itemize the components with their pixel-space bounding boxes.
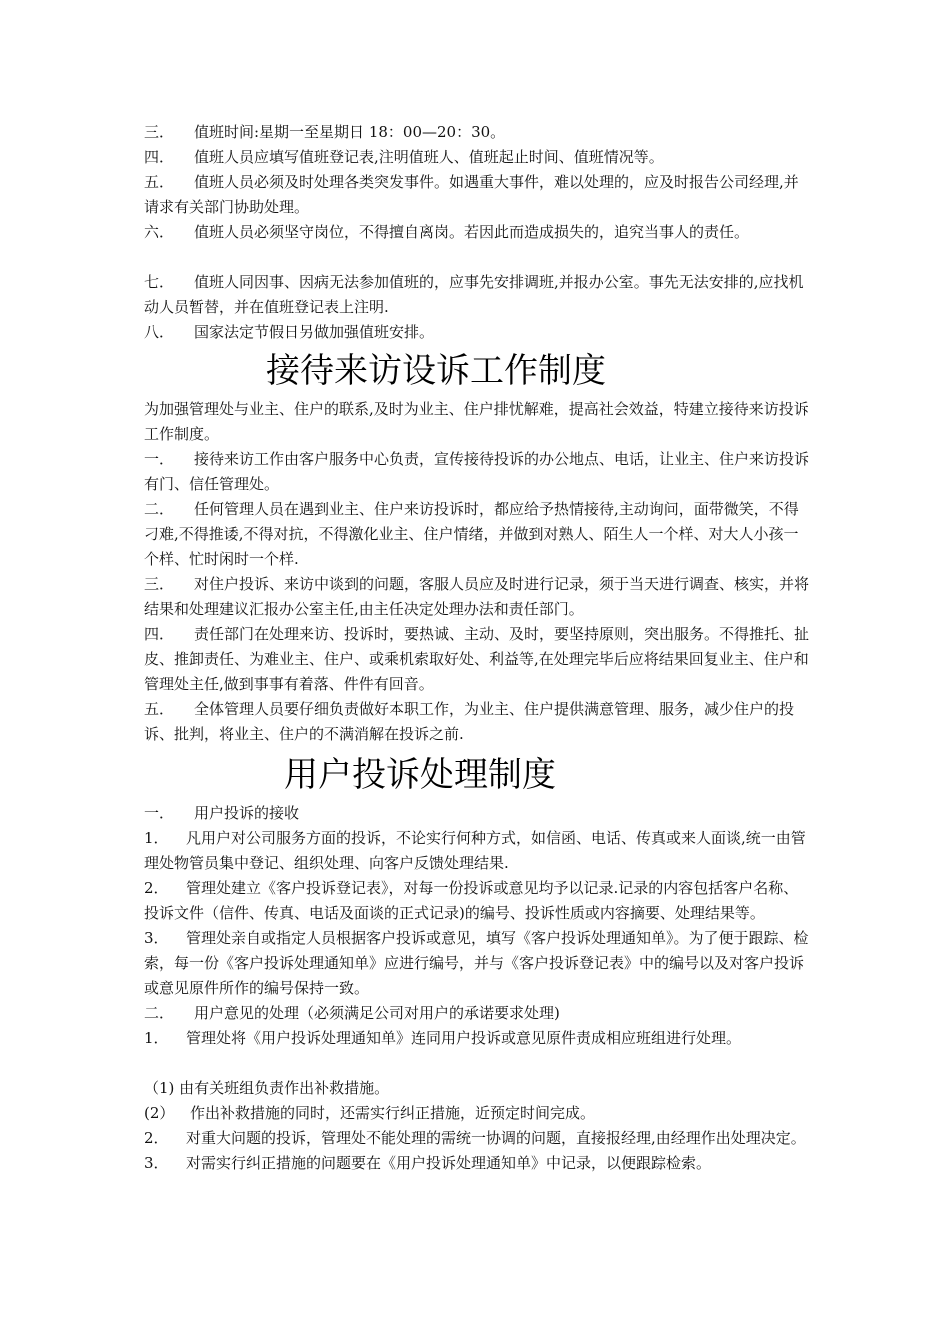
complaint-item (144, 1026, 812, 1051)
item-number: 四． (144, 625, 175, 643)
duty-item (144, 145, 812, 170)
item-number: 一． (144, 450, 175, 468)
item-text: 值班时间:星期一至星期日 18：00—20：30。 (194, 123, 506, 141)
item-text: 值班人员必须及时处理各类突发事件。如遇重大事件，难以处理的，应及时报告公司经理,并请求有关部门协助处理。 (144, 173, 799, 216)
item-number: 一． (144, 804, 175, 822)
complaint-item (144, 826, 812, 876)
item-number: 六． (144, 223, 175, 241)
item-text: 国家法定节假日另做加强值班安排。 (194, 323, 435, 341)
complaint-item (144, 876, 812, 926)
complaint-item (144, 1126, 812, 1151)
reception-item (144, 622, 812, 697)
reception-item (144, 697, 812, 747)
item-number: 四． (144, 148, 175, 166)
complaint-subitem (144, 1101, 812, 1126)
item-text: 值班人员应填写值班登记表,注明值班人、值班起止时间、值班情况等。 (194, 148, 664, 166)
item-number: 八． (144, 323, 175, 341)
complaint-subitem: （1) 由有关班组负责作出补救措施。 (144, 1079, 390, 1097)
reception-intro: 为加强管理处与业主、住户的联系,及时为业主、住户排忧解难，提高社会效益，特建立接待来访投诉工作制度。 (144, 400, 809, 443)
item-number: 2． (144, 1129, 169, 1147)
item-text: 任何管理人员在遇到业主、住户来访投诉时，都应给予热情接待,主动询问，面带微笑，不得刁难,不得推诿,不得对抗，不得激化业主、住户情绪，并做到对熟人、陌生人一个样、对大人小孩一个样、忙时闲时一个样. (144, 500, 799, 568)
document-page (144, 120, 812, 1176)
duty-item (144, 120, 812, 145)
reception-item (144, 497, 812, 572)
item-text: 凡用户对公司服务方面的投诉，不论实行何种方式，如信函、电话、传真或来人面谈,统一由管理处物管员集中登记、组织处理、向客户反馈处理结果. (144, 829, 806, 872)
item-text: 用户意见的处理（必须满足公司对用户的承诺要求处理) (194, 1004, 560, 1022)
item-number: 2． (144, 879, 169, 897)
item-number: 三． (144, 123, 175, 141)
duty-item (144, 220, 812, 245)
section-title-complaint: 用户投诉处理制度 (284, 755, 556, 795)
spacer (144, 1051, 812, 1076)
item-text: 对需实行纠正措施的问题要在《用户投诉处理通知单》中记录，以便跟踪检索。 (186, 1154, 712, 1172)
item-number: 二． (144, 1004, 175, 1022)
complaint-subsection (144, 801, 812, 826)
item-text: 管理处建立《客户投诉登记表》，对每一份投诉或意见均予以记录.记录的内容包括客户名称、投诉文件（信件、传真、电话及面谈的正式记录)的编号、投诉性质或内容摘要、处理结果等。 (144, 879, 799, 922)
section-title-reception: 接待来访设诉工作制度 (266, 351, 606, 391)
duty-item (144, 320, 812, 345)
item-number: 1． (144, 1029, 169, 1047)
item-text: 值班人同因事、因病无法参加值班的，应事先安排调班,并报办公室。事先无法安排的,应找机动人员暂替，并在值班登记表上注明. (144, 273, 804, 316)
duty-item (144, 170, 812, 220)
spacer (144, 245, 812, 270)
item-number: 3． (144, 1154, 169, 1172)
item-number: 五． (144, 173, 175, 191)
item-text: 用户投诉的接收 (194, 804, 300, 822)
item-number: 3． (144, 929, 169, 947)
reception-item (144, 572, 812, 622)
item-number: 三． (144, 575, 175, 593)
reception-item (144, 447, 812, 497)
item-number: 五． (144, 700, 175, 718)
item-text: 对重大问题的投诉，管理处不能处理的需统一协调的问题，直接报经理,由经理作出处理决定。 (186, 1129, 806, 1147)
item-number: 七． (144, 273, 175, 291)
item-text: 接待来访工作由客户服务中心负责，宣传接待投诉的办公地点、电话，让业主、住户来访投诉有门、信任管理处。 (144, 450, 810, 493)
item-number: 二． (144, 500, 175, 518)
duty-item (144, 270, 812, 320)
item-text: 对住户投诉、来访中谈到的问题，客服人员应及时进行记录，须于当天进行调查、核实，并将结果和处理建议汇报办公室主任,由主任决定处理办法和责任部门。 (144, 575, 810, 618)
complaint-item (144, 926, 812, 1001)
item-text: 值班人员必须坚守岗位，不得擅自离岗。若因此而造成损失的，追究当事人的责任。 (194, 223, 750, 241)
item-text: 管理处将《用户投诉处理通知单》连同用户投诉或意见原件责成相应班组进行处理。 (186, 1029, 742, 1047)
complaint-subsection (144, 1001, 812, 1026)
item-number: (2） (144, 1104, 175, 1122)
item-text: 全体管理人员要仔细负责做好本职工作，为业主、住户提供满意管理、服务，减少住户的投诉、批判，将业主、住户的不满消解在投诉之前. (144, 700, 795, 743)
item-text: 管理处亲自或指定人员根据客户投诉或意见，填写《客户投诉处理通知单》。为了便于跟踪、检索，每一份《客户投诉处理通知单》应进行编号，并与《客户投诉登记表》中的编号以及对客户投诉或意见原件所作的编号保持一致。 (144, 929, 809, 997)
item-text: 责任部门在处理来访、投诉时，要热诚、主动、及时，要坚持原则，突出服务。不得推托、扯皮、推卸责任、为难业主、住户、或乘机索取好处、利益等,在处理完毕后应将结果回复业主、住户和管理处主任,做到事事有着落、件件有回音。 (144, 625, 810, 693)
item-text: 作出补救措施的同时，还需实行纠正措施，近预定时间完成。 (190, 1104, 596, 1122)
item-number: 1． (144, 829, 169, 847)
complaint-item (144, 1151, 812, 1176)
